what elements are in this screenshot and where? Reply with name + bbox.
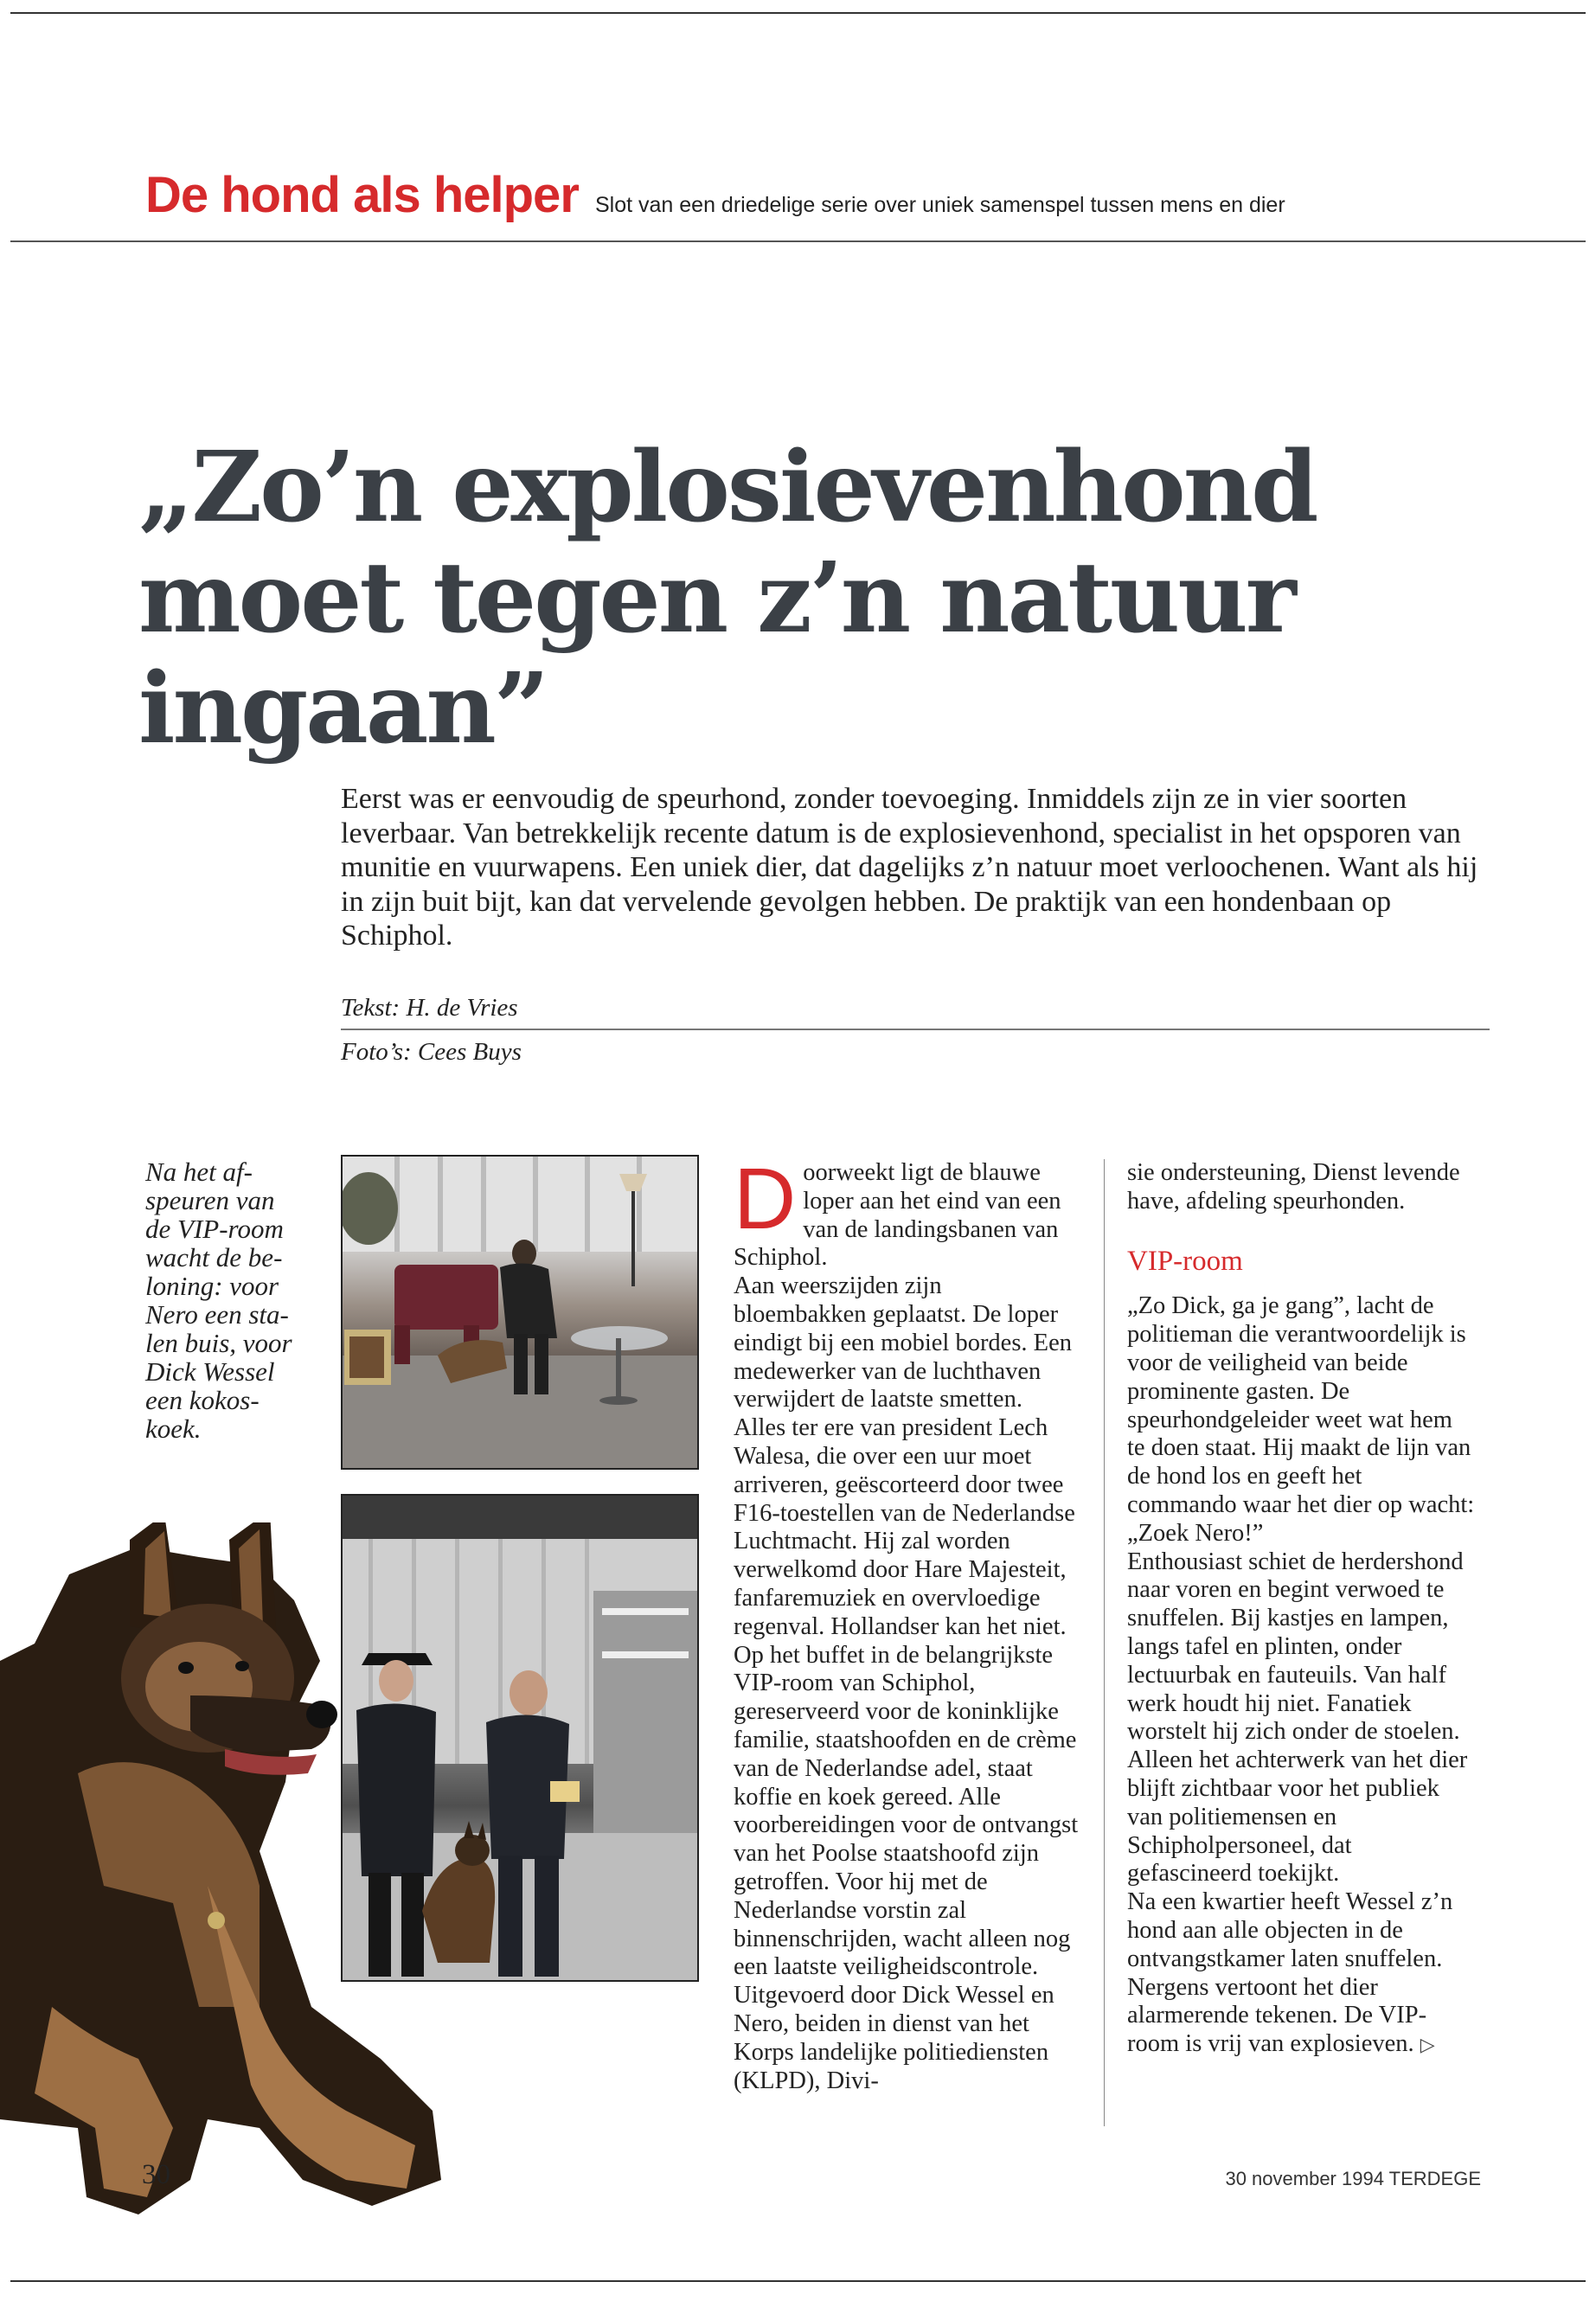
credit-text: Tekst: H. de Vries [341,994,518,1022]
photo-vip-room-illustration [343,1157,697,1468]
section-header [145,166,1495,235]
drop-cap: D [734,1150,797,1247]
bottom-rule [10,2280,1586,2282]
article-subhead: VIP-room [1127,1245,1243,1277]
article-paragraph-text: Na een kwartier heeft Wessel z’n hond aan alle objecten in de ontvangstkamer laten snuffelen. Nergens vertoont het dier alarmerende tekenen. De VIP-room is vrij van explosieven. [1127,1888,1453,2058]
article-column-1 [734,1150,1080,2095]
article-paragraph: Aan weerszijden zijn bloembakken geplaatst. De loper eindigt bij een mobiel bordes. Een medewerker van de luchthaven verwijdert de laatste smetten. [734,1272,1072,1413]
article-column-2 [1127,1159,1475,2060]
intro-paragraph: Eerst was er eenvoudig de speurhond, zonder toevoeging. Inmiddels zijn ze in vier soorten leverbaar. Van betrekkelijk recente datum is de explosievenhond, specialist in het opsporen van munitie en vuurwapens. Een uniek dier, dat dagelijks z’n natuur moet verloochenen. Want als hij in zijn buit bijt, kan dat vervelende gevolgen hebben. De praktijk van een hondenbaan op Schiphol. [341,783,1478,952]
credit-rule [341,1029,1490,1030]
german-shepherd-illustration [0,1522,450,2223]
photo-caption: Na het af- speuren van de VIP-room wacht de be- loning: voor Nero een sta- len buis, voor Dick Wessel een kokos- koek. [145,1157,292,1444]
article-paragraph: Alles ter ere van president Lech Walesa, die over een uur moet arriveren, geëscorteerd door twee F16-toestellen van de Nederlandse Luchtmacht. Hij zal worden verwelkomd door Hare Majesteit, fanfaremuziek en overvloedige regenval. Hollandser kan het niet. [734,1414,1075,1640]
photo-vip-room [341,1155,699,1470]
issue-footer: 30 november 1994 TERDEGE [1225,2168,1481,2189]
page-number: 30 [142,2159,170,2190]
headline: „Zo’n explosievenhond moet tegen z’n natuur ingaan” [138,431,1317,766]
section-subtitle: Slot van een driedelige serie over uniek samenspel tussen mens en dier [594,193,1285,217]
article-paragraph [1127,1888,1475,2060]
section-rule [10,240,1586,242]
article-paragraph: Op het buffet in de belangrijkste VIP-room van Schiphol, gereserveerd voor de koninklijke familie, staatshoofden en de crème van de Nederlandse adel, staat koffie en koek gereed. Alle voorbereidingen voor de ontvangst van het Poolse staatshoofd zijn getroffen. Voor hij met de Nederlandse vorstin zal binnenschrijden, wacht alleen nog een laatste veiligheidscontrole. Uitgevoerd door Dick Wessel en Nero, beiden in dienst van het Korps landelijke politiediensten (KLPD), Divi- [734,1641,1079,2094]
continue-arrow-icon: ▷ [1420,2034,1435,2056]
credit-photos: Foto’s: Cees Buys [341,1038,522,1066]
article-paragraph: oorweekt ligt de blauwe loper aan het eind van een van de landingsbanen van Schiphol. [734,1159,1061,1272]
article-paragraph: sie ondersteuning, Dienst levende have, afdeling speurhonden. [1127,1159,1460,1215]
article-paragraph: Enthousiast schiet de herdershond naar voren en begint verwoed te snuffelen. Bij kastjes en lampen, langs tafel en plinten, onder lectuurbak en fauteuils. Van half werk houdt hij niet. Fanatiek worstelt hij zich onder de stoelen. Alleen het achterwerk van het dier blijft zichtbaar voor het publiek van politiemensen en Schipholpersoneel, dat gefascineerd toekijkt. [1127,1548,1468,1888]
column-rule [1104,1159,1105,2126]
article-paragraph: „Zo Dick, ga je gang”, lacht de politieman die verantwoordelijk is voor de veiligheid van beide prominente gasten. De speurhondgeleider weet wat hem te doen staat. Hij maakt de lijn van de hond los en geeft het commando waar het dier op wacht: „Zoek Nero!” [1127,1292,1475,1547]
section-title: De hond als helper [145,167,579,223]
top-rule [10,12,1586,14]
